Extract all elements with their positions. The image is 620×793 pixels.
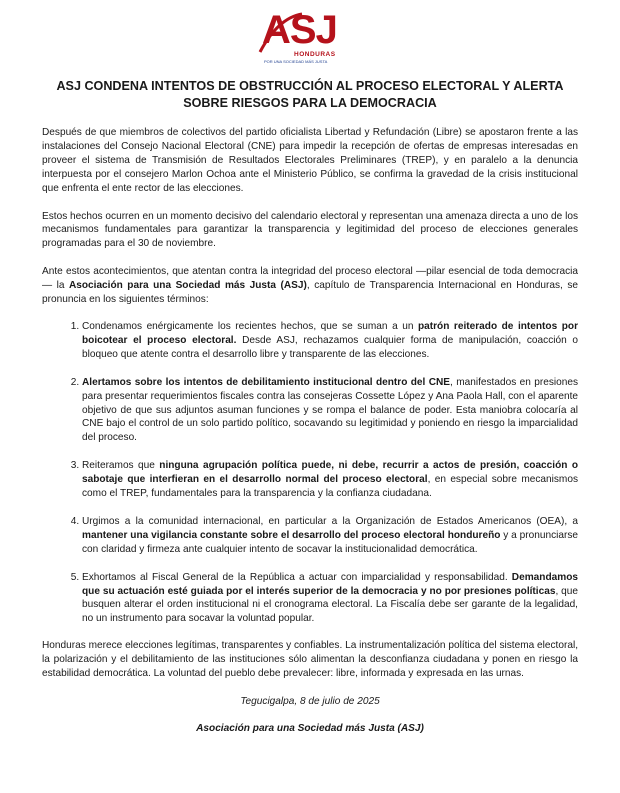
item-2-bold: Alertamos sobre los intentos de debilitamiento institucional dentro del CNE <box>82 376 451 388</box>
intro-org-name: Asociación para una Sociedad más Justa (ASJ) <box>68 280 307 292</box>
item-1-rest: Desde ASJ, rechazamos cualquier forma de manipulación, coacción o bloqueo que atente contra el desarrollo libre y transparente de las elecciones. <box>82 334 578 360</box>
paragraph-1: Después de que miembros de colectivos del partido oficialista Libertad y Refundación (Libre) se apostaron frente a las instalaciones del Consejo Nacional Electoral (CNE) para impedir la recepción de ofertas de empresas interesadas en proveer el sistema de Transmisión de Resultados Electorales Preliminares (TREP), y en paralelo a la denuncia interpuesta por el consejero Marlon Ochoa ante el Ministerio Público, se confirma la gravedad de la crisis institucional que enfrenta el ente rector de las elecciones. <box>42 127 578 194</box>
list-item-2 <box>82 376 578 446</box>
place-date: Tegucigalpa, 8 de julio de 2025 <box>240 696 380 707</box>
closing-paragraph: Honduras merece elecciones legítimas, transparentes y confiables. La instrumentalización política del sistema electoral, la polarización y el debilitamiento de las instituciones sólo alimentan la desconfianza ciudadana y ponen en riesgo la estabilidad democrática. La voluntad del pueblo debe prevalecer: libre, informada y expresada en las urnas. <box>42 640 578 680</box>
item-4-bold: mantener una vigilancia constante sobre el desarrollo del proceso electoral hondureño <box>82 529 501 541</box>
item-3-rest: , en especial sobre mecanismos como el TREP, fundamentales para la transparencia y la confianza ciudadana. <box>82 474 578 500</box>
paragraph-2: Estos hechos ocurren en un momento decisivo del calendario electoral y representan una amenaza directa a uno de los mecanismos fundamentales para garantizar la transparencia y legitimidad del proceso de elecciones generales programadas para el 30 de noviembre. <box>42 210 578 250</box>
list-item-1 <box>82 320 578 362</box>
list-item-3 <box>82 459 578 501</box>
intro-text-end: , capítulo de Transparencia Internacional en Honduras, se pronuncia en los siguientes términos: <box>42 280 579 306</box>
item-3-text: Reiteramos que <box>82 460 160 472</box>
item-1-bold: patrón reiterado de intentos por boicotear el proceso electoral. <box>82 320 578 346</box>
asj-logo <box>258 8 350 66</box>
logo-tagline: POR UNA SOCIEDAD MÁS JUSTA <box>264 59 328 64</box>
item-4-rest: y a pronunciarse con claridad y firmeza ante cualquier intento de socavar la institucionalidad democrática. <box>82 529 578 555</box>
intro-text-start: Ante estos acontecimientos, que atentan contra la integridad del proceso electoral —pilar esencial de toda democracia— la <box>42 266 578 292</box>
logo-country: HONDURAS <box>294 51 336 58</box>
item-5-rest: , que busquen alterar el orden institucional ni el cronograma electoral. La Fiscalía debe ser garante de la legalidad, no un instrumento para socavar la voluntad popular. <box>82 585 578 625</box>
item-4-text: Urgimos a la comunidad internacional, en particular a la Organización de Estados Americanos (OEA), a <box>82 515 578 527</box>
item-1-text: Condenamos enérgicamente los recientes hechos, que se suman a un <box>82 320 418 332</box>
document-title: ASJ CONDENA INTENTOS DE OBSTRUCCIÓN AL PROCESO ELECTORAL Y ALERTA SOBRE RIESGOS PARA LA DEMOCRACIA <box>56 79 564 110</box>
logo-text: ASJ <box>262 8 337 52</box>
item-5-text: Exhortamos al Fiscal General de la República a actuar con imparcialidad y responsabilidad. <box>82 571 512 583</box>
item-5-bold: Demandamos que su actuación esté guiada por el interés superior de la democracia y no por presiones políticas <box>82 571 578 597</box>
signature: Asociación para una Sociedad más Justa (ASJ) <box>196 722 424 734</box>
list-item-5 <box>82 571 578 627</box>
intro-paragraph <box>42 265 578 307</box>
item-3-bold: ninguna agrupación política puede, ni debe, recurrir a actos de presión, coacción o sabotaje que interfieran en el desarrollo normal del proceso electoral <box>82 460 578 486</box>
document-body <box>42 126 578 736</box>
item-2-rest: , manifestados en presiones para presentar requerimientos fiscales contra las consejeras Cossette López y Ana Paola Hall, con el aparente objetivo de que sus adjuntos asuman funciones y se rompa el balance de poder. Esta maniobra colocaría al CNE bajo el control de un solo partido político, socavando su legitimidad y poniendo en riesgo la imparcialidad del proceso. <box>82 376 578 444</box>
statement-list <box>42 320 578 626</box>
list-item-4 <box>82 515 578 557</box>
